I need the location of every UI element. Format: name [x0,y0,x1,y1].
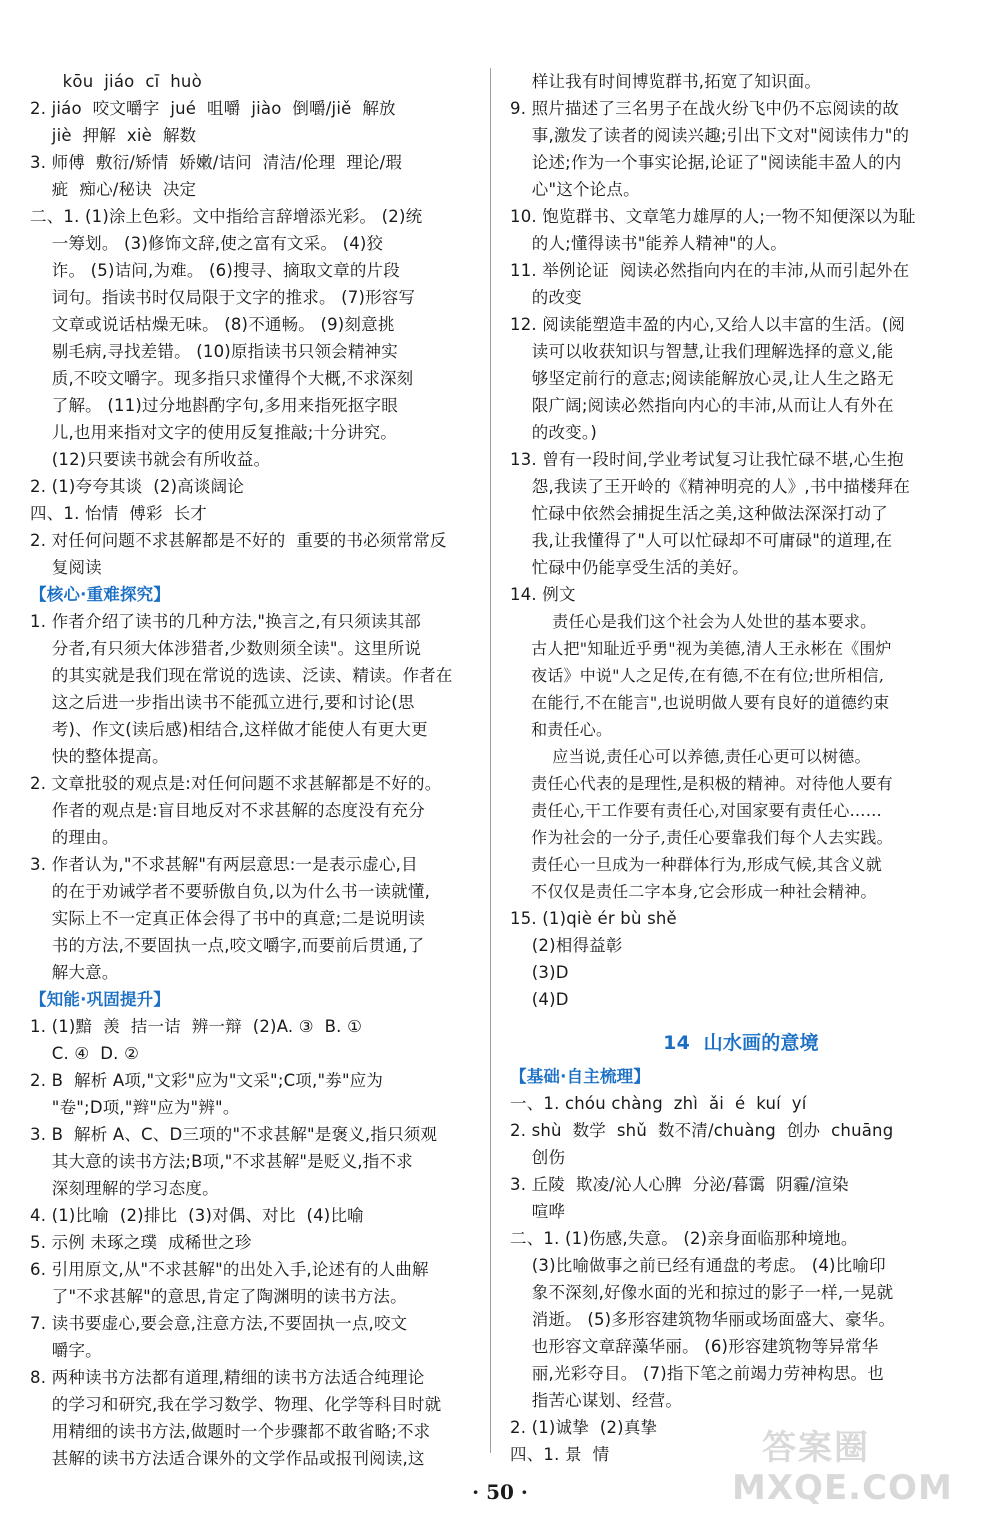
text-line: 消逝。 (5)多形容建筑物华丽或场面盛大、豪华。 [510,1310,896,1329]
text-line: 2. B 解析 A项,"文彩"应为"文采";C项,"劵"应为 [30,1071,384,1090]
text-line: 一、1. chóu chàng zhì ǎi é kuí yí [510,1094,807,1113]
text-line: 读可以收获知识与智慧,让我们理解选择的意义,能 [510,342,894,361]
watermark-logo [732,1420,982,1516]
text-line: 2. 对任何问题不求甚解都是不好的 重要的书必须常常反 [30,531,447,550]
text-line: 一筹划。 (3)修饰文辞,使之富有文采。 (4)狡 [30,234,384,253]
text-line: 2. shù 数学 shǔ 数不清/chuàng 创办 chuāng [510,1121,894,1140]
text-line: 13. 曾有一段时间,学业考试复习让我忙碌不堪,心生抱 [510,450,904,469]
text-line: 二、1. (1)伤感,失意。 (2)亲身面临那种境地。 [510,1229,858,1248]
text-line: 10. 饱览群书、文章笔力雄厚的人;一物不知便深以为耻 [510,207,916,226]
text-line: 3. 师傅 敷衍/矫情 娇嫩/诘问 清洁/伦理 理论/瑕 [30,153,403,172]
section-header: 【基础·自主梳理】 [510,1067,651,1086]
text-line: (12)只要读书就会有所收益。 [30,450,271,469]
text-line: 的改变。) [510,423,597,442]
text-line: 指苦心谋划、经营。 [510,1391,683,1410]
text-line: 这之后进一步指出读书不能孤立进行,要和讨论(思 [30,693,415,712]
text-line: C. ④ D. ② [30,1044,140,1063]
text-line: 3. 作者认为,"不求甚解"有两层意思:一是表示虚心,目 [30,855,418,874]
text-line: 夜话》中说"人之足传,在有德,不在有位;世所相信, [510,666,885,685]
text-line: 够坚定前行的意志;阅读能解放心灵,让人生之路无 [510,369,894,388]
text-line: 深刻理解的学习态度。 [30,1179,219,1198]
text-line: 剔毛病,寻找差错。 (10)原指读书只领会精神实 [30,342,398,361]
section-header: 【核心·重难探究】 [30,585,171,604]
text-line: 2. (1)诚挚 (2)真挚 [510,1418,658,1437]
text-line: 也形容文章辞藻华丽。 (6)形容建筑物等异常华 [510,1337,879,1356]
text-line: 限广阔;阅读必然指向内心的丰沛,从而让人有外在 [510,396,894,415]
column-divider [490,68,491,1453]
text-line: 6. 引用原文,从"不求甚解"的出处入手,论述有的人曲解 [30,1260,429,1279]
text-line: 丽,光彩夺目。 (7)指下笔之前竭力劳神构思。也 [510,1364,884,1383]
text-line: 四、1. 景 情 [510,1445,610,1464]
text-line: 事,激发了读者的阅读兴趣;引出下文对"阅读伟力"的 [510,126,910,145]
page-number: · 50 · [472,1480,528,1504]
text-line: 质,不咬文嚼字。现多指只求懂得个大概,不求深刻 [30,369,414,388]
text-line: 的人;懂得读书"能养人精神"的人。 [510,234,787,253]
text-line: 作者的观点是:盲目地反对不求甚解的态度没有充分 [30,801,425,820]
text-line: 1. 作者介绍了读书的几种方法,"换言之,有只须读其部 [30,612,421,631]
text-line: 2. (1)夸夸其谈 (2)高谈阔论 [30,477,245,496]
text-line: 12. 阅读能塑造丰盈的内心,又给人以丰富的生活。(阅 [510,315,906,334]
text-line: 我,让我懂得了"人可以忙碌却不可庸碌"的道理,在 [510,531,893,550]
watermark-cn: 答案圈 [762,1428,870,1468]
text-line: 快的整体提高。 [30,747,169,766]
text-line: 的其实就是我们现在常说的选读、泛读、精读。作者在 [30,666,453,685]
section-title: 14 山水画的意境 [663,1032,819,1054]
text-line: 2. jiáo 咬文嚼字 jué 咀嚼 jiào 倒嚼/jiě 解放 [30,99,396,118]
text-line: 实际上不一定真正体会得了书中的真意;二是说明读 [30,909,425,928]
text-line: 解大意。 [30,963,119,982]
text-line: 2. 文章批驳的观点是:对任何问题不求甚解都是不好的。 [30,774,442,793]
text-line: (3)比喻做事之前已经有通盘的考虑。 (4)比喻印 [510,1256,886,1275]
text-line: 的理由。 [30,828,119,847]
text-line: 文章或说话枯燥无味。 (8)不通畅。 (9)刻意挑 [30,315,395,334]
left-column [30,68,478,1472]
text-line: 3. 丘陵 欺凌/沁人心脾 分泌/暮霭 阴霾/渲染 [510,1175,849,1194]
text-line: 考)、作文(读后感)相结合,这样做才能使人有更大更 [30,720,428,739]
text-line: 责任心是我们这个社会为人处世的基本要求。 [510,612,877,631]
text-line: 11. 举例论证 阅读必然指向内在的丰沛,从而引起外在 [510,261,910,280]
text-line: 二、1. (1)涂上色彩。文中指给言辞增添光彩。 (2)统 [30,207,423,226]
text-line: 书的方法,不要固执一点,咬文嚼字,而要前后贯通,了 [30,936,425,955]
text-line: 创伤 [510,1148,566,1167]
text-line: 古人把"知耻近乎勇"视为美德,清人王永彬在《围炉 [510,639,892,658]
section-header: 【知能·巩固提升】 [30,990,171,1009]
text-line: 忙碌中依然会捕捉生活之美,这种做法深深打动了 [510,504,888,523]
text-line: 象不深刻,好像水面的光和掠过的影子一样,一晃就 [510,1283,894,1302]
text-line: (4)D [510,990,569,1009]
text-line [510,1013,972,1023]
text-line: 用精细的读书方法,做题时一个步骤都不敢省略;不求 [30,1422,431,1441]
text-line: 14. 例文 [510,585,576,604]
text-line: 5. 示例 未琢之璞 成稀世之珍 [30,1233,252,1252]
text-line: 3. B 解析 A、C、D三项的"不求甚解"是褒义,指只须观 [30,1125,438,1144]
text-line: 论述;作为一个事实论据,论证了"阅读能丰盈人的内 [510,153,902,172]
text-line: kōu jiáo cī huò [30,72,202,91]
text-line: 心"这个论点。 [510,180,640,199]
text-line: 和责任心。 [510,720,613,739]
text-line: 了解。 (11)过分地斟酌字句,多用来指死抠字眼 [30,396,398,415]
text-line: 9. 照片描述了三名男子在战火纷飞中仍不忘阅读的故 [510,99,899,118]
text-line: 8. 两种读书方法都有道理,精细的读书方法适合纯理论 [30,1368,425,1387]
text-line: 了"不求甚解"的意思,肯定了陶渊明的读书方法。 [30,1287,407,1306]
text-line: (2)相得益彰 [510,936,623,955]
text-line: "卷";D项,"辫"应为"辨"。 [30,1098,240,1117]
text-line: 甚解的读书方法适合课外的文学作品或报刊阅读,这 [30,1449,425,1468]
text-line: 喧哗 [510,1202,566,1221]
text-line: 15. (1)qiè ér bù shě [510,909,677,928]
text-line: 四、1. 怡情 傅彩 长才 [30,504,207,523]
text-line: 样让我有时间博览群书,拓宽了知识面。 [510,72,822,91]
text-line: (3)D [510,963,569,982]
text-line: 不仅仅是责任二字本身,它会形成一种社会精神。 [510,882,877,901]
text-line: 1. (1)黯 羡 拮一诘 辨一辩 (2)A. ③ B. ① [30,1017,363,1036]
watermark-en: MXQE.COM [732,1468,953,1508]
text-line: 复阅读 [30,558,102,577]
text-line: 4. (1)比喻 (2)排比 (3)对偶、对比 (4)比喻 [30,1206,364,1225]
text-line: 应当说,责任心可以养德,责任心更可以树德。 [510,747,871,766]
text-line: 责任心一旦成为一种群体行为,形成气候,其含义就 [510,855,882,874]
text-line: 儿,也用来指对文字的使用反复推敲;十分讲究。 [30,423,397,442]
text-line: 责任心,干工作要有责任心,对国家要有责任心…… [510,801,882,820]
text-line: 7. 读书要虚心,要会意,注意方法,不要固执一点,咬文 [30,1314,408,1333]
text-line: 的在于劝诫学者不要骄傲自负,以为什么书一读就懂, [30,882,431,901]
text-line: jiè 押解 xiè 解数 [30,126,197,145]
text-line: 责任心代表的是理性,是积极的精神。对待他人要有 [510,774,893,793]
text-line: 词句。指读书时仅局限于文字的推求。 (7)形容写 [30,288,416,307]
right-column [510,68,972,1468]
text-line: 的改变 [510,288,582,307]
text-line: 在能行,不在能言",也说明做人要有良好的道德约束 [510,693,890,712]
text-line: 的学习和研究,我在学习数学、物理、化学等科目时就 [30,1395,442,1414]
text-line: 作为社会的一分子,责任心要靠我们每个人去实践。 [510,828,893,847]
text-line: 其大意的读书方法;B项,"不求甚解"是贬义,指不求 [30,1152,413,1171]
text-line: 分者,有只须大体涉猎者,少数则须全读"。这里所说 [30,639,422,658]
text-line: 疵 痴心/秘诀 决定 [30,180,197,199]
text-line: 忙碌中仍能享受生活的美好。 [510,558,749,577]
text-line: 嚼字。 [30,1341,102,1360]
text-line: 诈。 (5)诘问,为难。 (6)搜寻、摘取文章的片段 [30,261,400,280]
text-line: 怨,我读了王开岭的《精神明亮的人》,书中描楼拜在 [510,477,911,496]
